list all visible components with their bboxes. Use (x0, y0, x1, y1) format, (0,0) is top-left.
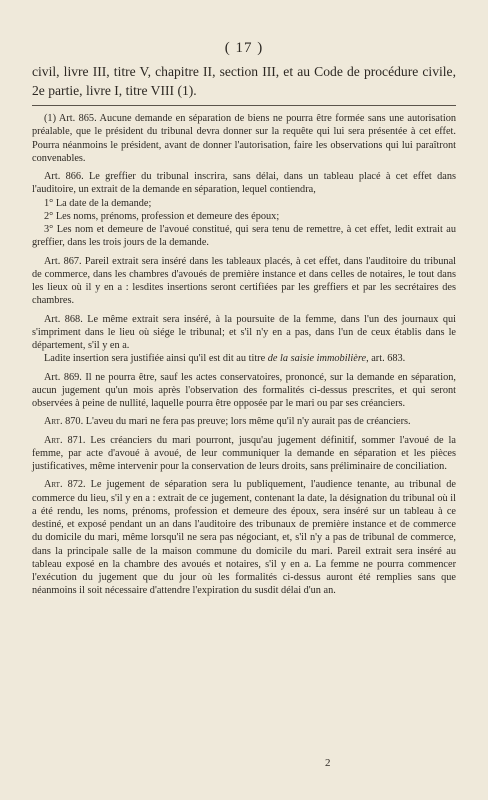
footnote-article-871 (32, 434, 456, 474)
footnote-separator-rule (32, 105, 456, 106)
footnote-block (32, 112, 456, 603)
footnote-article-867: Art. 867. Pareil extrait sera inséré dans les tableaux placés, à cet effet, dans l'auditoire du tribunal de commerce, dans les chambres d'avoués de première instance et dans celles de notaires, le tout dans les lieux où il y en a : lesdites insertions seront certifiées par les greffiers et par les secrétaires des chambres. (32, 255, 456, 307)
article-866-item-2: 2° Les noms, prénoms, profession et demeure des époux; (44, 210, 280, 222)
article-870-label: Art. (44, 416, 63, 428)
article-866-list (32, 197, 456, 250)
footnote-article-866: Art. 866. Le greffier du tribunal inscrira, sans délai, dans un tableau placé à cet effet dans l'auditoire, un extrait de la demande en séparation, lequel contiendra, (32, 171, 456, 196)
article-872-label: Art. (44, 479, 63, 491)
article-871-text: 871. Les créanciers du mari pourront, jusqu'au jugement définitif, sommer l'avoué de la femme, par acte d'avoué à avoué, de leur communiquer la demande en séparation et les pièces justificatives, même intervenir pour la conservation de leurs droits, sans préliminaire de conciliation. (32, 434, 456, 472)
article-868-insertion-title: de la saisie immobilière (267, 353, 367, 365)
footnote-article-870 (32, 415, 456, 428)
article-870-text: 870. L'aveu du mari ne fera pas preuve; lors même qu'il n'y aurait pas de créanciers. (62, 416, 411, 428)
article-868-insertion-ref: , art. 683. (366, 353, 406, 365)
article-866-item-3: 3° Les nom et demeure de l'avoué constitué, qui sera tenu de remettre, à cet effet, ledit extrait au greffier, dans les trois jours de la demande. (32, 224, 456, 249)
footnote-article-872 (32, 478, 456, 597)
footnote-article-865: (1) Art. 865. Aucune demande en séparation de biens ne pourra être formée sans une autorisation préalable, que le président du tribunal devra donner sur la requête qui lui sera présentée à cet effet. Pourra néanmoins le président, avant de donner l'autorisation, faire les observations qui lui paraîtront convenables. (32, 113, 456, 164)
signature-mark: 2 (325, 757, 331, 769)
article-872-text: 872. Le jugement de séparation sera lu publiquement, l'audience tenante, au tribunal de commerce du lieu, s'il y en a : extrait de ce jugement, contenant la date, la désignation du tribunal où il a été rendu, les noms, prénoms, profession et demeure des époux, sera inséré sur un tableau à ce destiné, et exposé pendant un an dans l'auditoire des tribunaux de première instance et de commerce du domicile du mari, même lorsqu'il ne sera pas négociant, et, s'il n'y a pas de tribunal de commerce, dans la principale salle de la maison commune du domicile du mari. Pareil extrait sera inséré au tableau exposé en la chambre des avoués et notaires, s'il y en a. La femme ne pourra commencer l'exécution du jugement que du jour où les formalités ci-dessus auront été remplies sans que néanmoins il soit nécessaire d'attendre l'expiration du susdit délai d'un an. (32, 479, 456, 597)
main-text-paragraph: civil, livre III, titre V, chapitre II, section III, et au Code de procédure civile, 2e partie, livre I, titre VIII (1). (32, 64, 456, 98)
footnote-article-868-insertion (32, 352, 456, 365)
article-866-item-1: 1° La date de la demande; (44, 197, 152, 209)
article-871-label: Art. (44, 434, 63, 446)
footnote-article-868: Art. 868. Le même extrait sera inséré, à la poursuite de la femme, dans l'un des journaux qui s'impriment dans le lieu où siége le tribunal; et s'il n'y en a pas, dans l'un de ceux établis dans le département, s'il y en a. (32, 313, 456, 351)
page-number: ( 17 ) (224, 40, 264, 56)
article-868-insertion-text: Ladite insertion sera justifiée ainsi qu'il est dit au titre (44, 353, 268, 365)
footnote-article-869: Art. 869. Il ne pourra être, sauf les actes conservatoires, prononcé, sur la demande en séparation, aucun jugement qu'un mois après l'observation des formalités ci-dessus prescrites, et qui seront observées à peine de nullité, laquelle pourra être opposée par le mari ou par ses créanciers. (32, 371, 456, 409)
